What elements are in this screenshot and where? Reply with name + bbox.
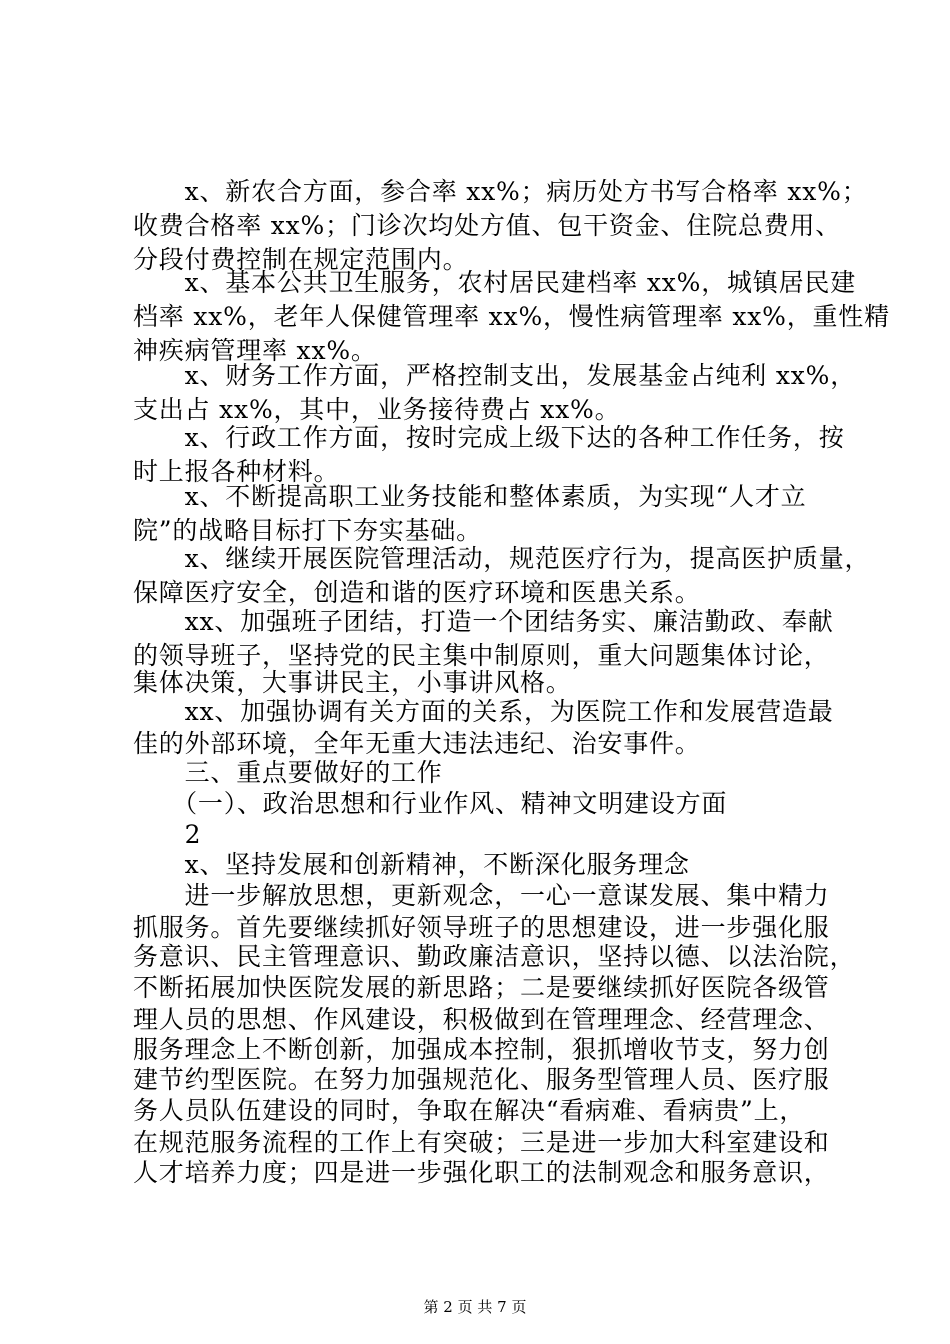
text-line: 务意识、民主管理意识、勤政廉洁意识，坚持以德、以法治院，	[133, 942, 856, 971]
text-line: 保障医疗安全，创造和谐的医疗环境和医患关系。	[133, 578, 701, 607]
text-line: x、新农合方面，参合率 xx%；病历处方书写合格率 xx%；	[133, 177, 868, 206]
section-heading: 三、重点要做好的工作	[133, 758, 443, 787]
text-line: x、基本公共卫生服务，农村居民建档率 xx%，城镇居民建	[133, 268, 857, 297]
text-line: x、继续开展医院管理活动，规范医疗行为，提高医护质量，	[133, 544, 871, 573]
text-line: 抓服务。首先要继续抓好领导班子的思想建设，进一步强化服	[133, 913, 830, 942]
text-line: 务人员队伍建设的同时，争取在解决“看病难、看病贵”上，	[133, 1096, 806, 1125]
text-line: 的领导班子，坚持党的民主集中制原则，重大问题集体讨论，	[133, 641, 830, 670]
text-line: 集体决策，大事讲民主，小事讲风格。	[133, 668, 572, 697]
text-line: 佳的外部环境，全年无重大违法违纪、治安事件。	[133, 729, 701, 758]
subsection-heading: （一）、政治思想和行业作风、精神文明建设方面	[133, 789, 728, 818]
text-line: x、财务工作方面，严格控制支出，发展基金占纯利 xx%，	[133, 361, 857, 390]
text-line: 支出占 xx%，其中，业务接待费占 xx%。	[133, 395, 621, 424]
text-line: 2	[133, 820, 202, 849]
text-line: x、坚持发展和创新精神，不断深化服务理念	[133, 850, 690, 879]
text-line: 不断拓展加快医院发展的新思路；二是要继续抓好医院各级管	[133, 973, 830, 1002]
text-line: 神疾病管理率 xx%。	[133, 336, 377, 365]
text-line: xx、加强协调有关方面的关系，为医院工作和发展营造最	[133, 697, 834, 726]
text-line: 建节约型医院。在努力加强规范化、服务型管理人员、医疗服	[133, 1065, 830, 1094]
text-line: 进一步解放思想，更新观念，一心一意谋发展、集中精力	[133, 881, 830, 910]
text-line: 收费合格率 xx%；门诊次均处方值、包干资金、住院总费用、	[133, 211, 842, 240]
text-line: xx、加强班子团结，打造一个团结务实、廉洁勤政、奉献	[133, 607, 834, 636]
text-line: 时上报各种材料。	[133, 457, 340, 486]
text-line: 人才培养力度；四是进一步强化职工的法制观念和服务意识，	[133, 1158, 830, 1187]
text-line: 服务理念上不断创新，加强成本控制，狠抓增收节支，努力创	[133, 1035, 830, 1064]
text-line: 理人员的思想、作风建设，积极做到在管理理念、经营理念、	[133, 1005, 830, 1034]
text-line: 分段付费控制在规定范围内。	[133, 245, 469, 274]
text-line: 档率 xx%，老年人保健管理率 xx%，慢性病管理率 xx%，重性精	[133, 302, 890, 331]
text-line: x、不断提高职工业务技能和整体素质，为实现“人才立	[133, 482, 807, 511]
text-line: x、行政工作方面，按时完成上级下达的各种工作任务，按	[133, 423, 845, 452]
text-line: 在规范服务流程的工作上有突破；三是进一步加大科室建设和	[133, 1128, 830, 1157]
page-footer: 第 2 页 共 7 页	[423, 1298, 527, 1316]
text-line: 院”的战略目标打下夯实基础。	[133, 516, 482, 545]
